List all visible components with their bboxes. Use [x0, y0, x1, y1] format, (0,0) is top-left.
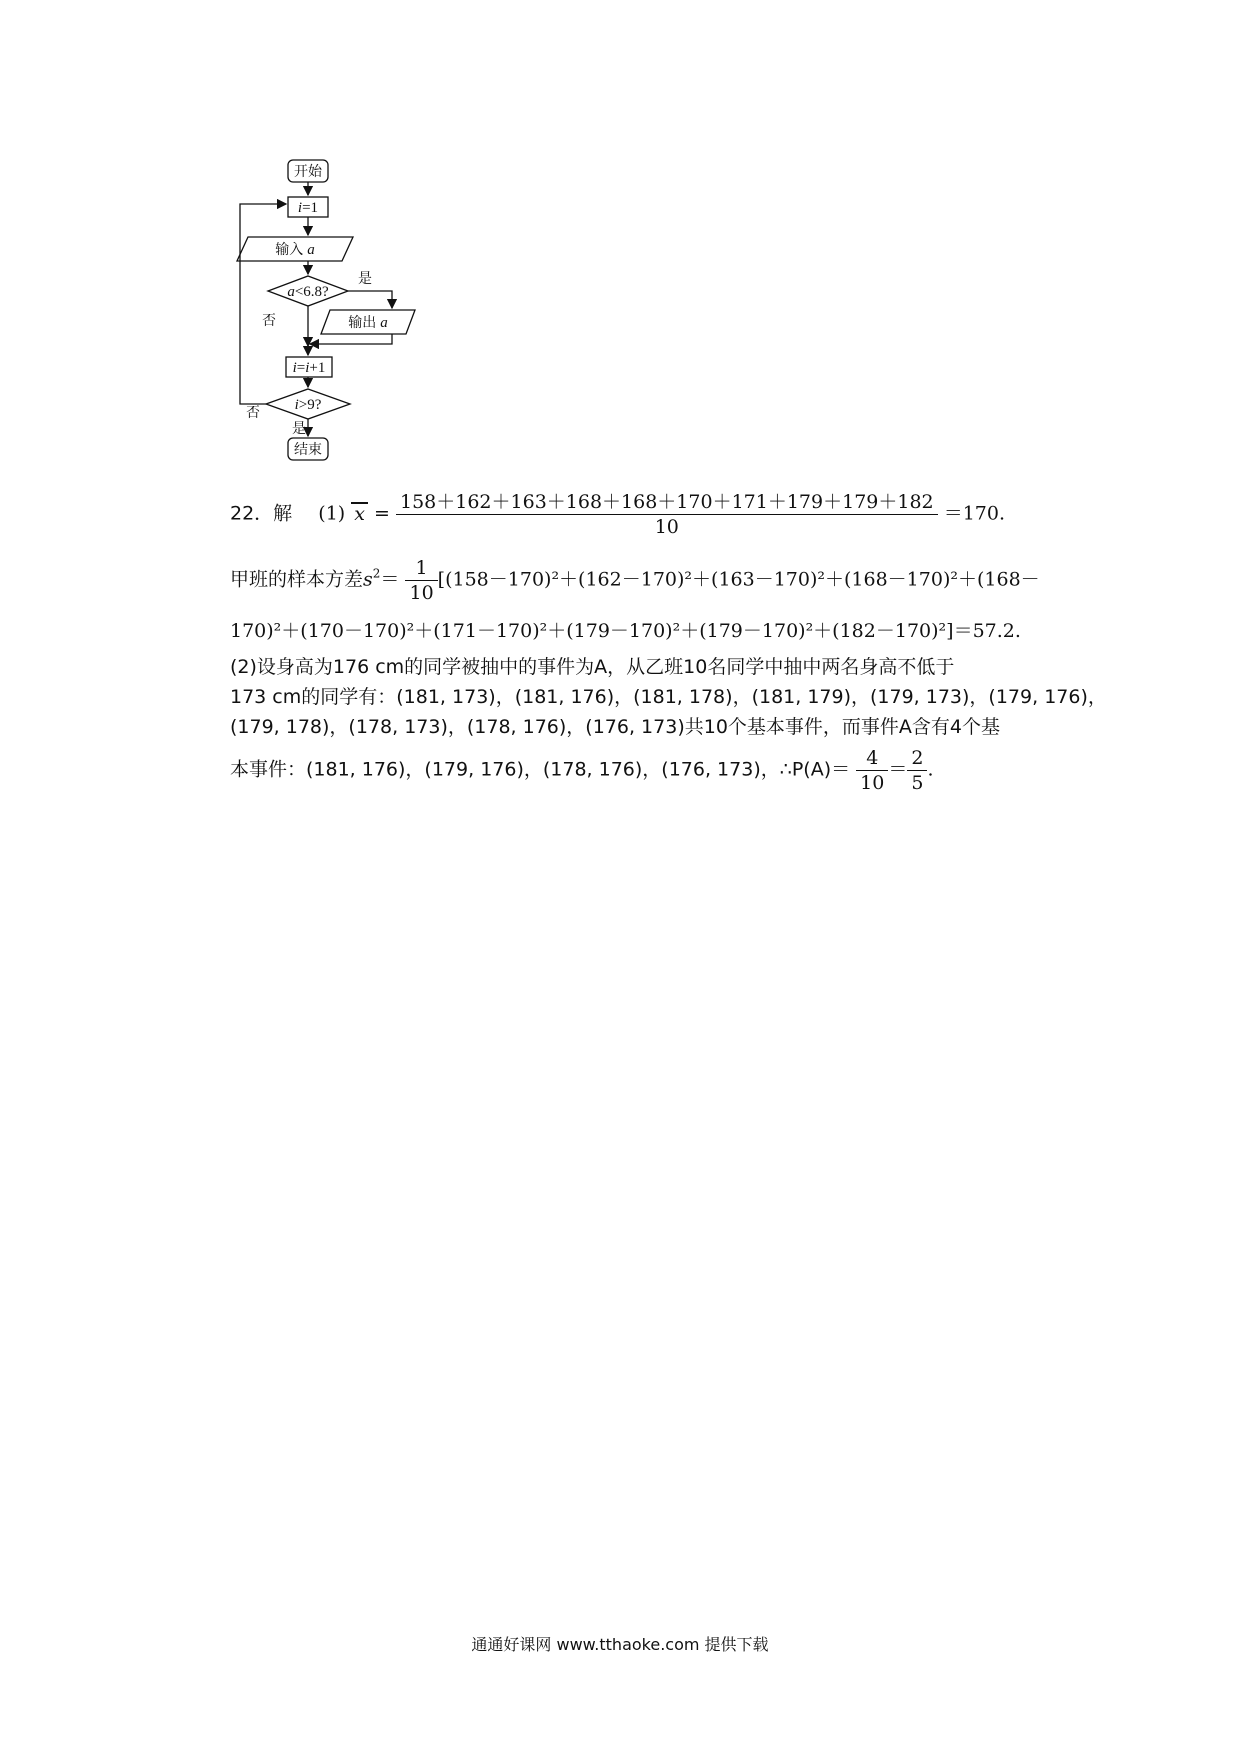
flowchart-init-label: i=1 — [297, 200, 319, 216]
part2-text-3: (179, 178)，(178, 173)，(178, 176)，(176, 173)共10个基本事件，而事件A含有4个基 — [230, 716, 1001, 738]
flowchart — [230, 150, 450, 485]
mean-equals: = — [374, 502, 390, 525]
part2-line-3 — [230, 712, 1000, 742]
probability-fraction-2 — [907, 746, 927, 795]
variance-equals: ＝ — [380, 568, 400, 591]
question-number: 22．解 — [230, 502, 293, 525]
variance-line-2 — [230, 616, 1021, 646]
variance-terms-2: 170)²＋(170－170)²＋(171－170)²＋(179－170)²＋(179－170)²＋(182－170)²]＝57.2. — [230, 620, 1021, 642]
flowchart-yes2-label: 是 — [292, 421, 306, 437]
part1-label: (1) — [318, 502, 346, 525]
mean-fraction — [396, 490, 938, 539]
flowchart-no1-label: 否 — [262, 313, 276, 329]
flowchart-no2-label: 否 — [246, 405, 260, 421]
prob-equals: ＝ — [888, 758, 908, 781]
variance-fraction — [405, 556, 437, 605]
mean-denominator: 10 — [654, 516, 679, 538]
variance-terms-1: [(158－170)²＋(162－170)²＋(163－170)²＋(168－170)²＋(168－ — [437, 568, 1040, 591]
mean-line — [230, 490, 1005, 539]
flowchart-yes1-label: 是 — [358, 271, 372, 287]
variance-line-1 — [230, 556, 1040, 605]
probability-fraction-1 — [856, 746, 888, 795]
prob-period: . — [927, 758, 934, 781]
part2-line-4 — [230, 746, 934, 795]
flowchart-end-label: 结束 — [294, 442, 322, 458]
prob-numerator-1: 4 — [856, 746, 888, 771]
variance-exponent: 2 — [372, 566, 381, 581]
flowchart-cond1-label: a<6.8? — [287, 284, 329, 300]
flowchart-cond2-label: i>9? — [294, 397, 322, 413]
part2-line-2 — [230, 682, 1107, 712]
prob-denominator-1: 10 — [860, 772, 885, 794]
mean-symbol: x — [351, 502, 368, 524]
part2-text-1: (2)设身高为176 cm的同学被抽中的事件为A，从乙班10名同学中抽中两名身高不低于 — [230, 656, 955, 678]
flowchart-output-label: 输出 a — [348, 315, 388, 331]
variance-intro: 甲班的样本方差 — [230, 568, 364, 591]
flowchart-update-label: i=i+1 — [292, 360, 326, 376]
prob-denominator-2: 5 — [911, 772, 924, 794]
mean-result: ＝170. — [943, 502, 1005, 525]
variance-frac-numerator: 1 — [405, 556, 437, 581]
prob-numerator-2: 2 — [907, 746, 927, 771]
flowchart-start-label: 开始 — [294, 164, 322, 180]
part2-line-1 — [230, 652, 954, 682]
part2-text-4: 本事件：(181, 176)，(179, 176)，(178, 176)，(176, 173)，∴P(A)＝ — [230, 758, 851, 781]
page-footer: 通通好课网 www.tthaoke.com 提供下载 — [471, 1635, 769, 1654]
variance-frac-denominator: 10 — [409, 582, 434, 604]
variance-symbol: s — [363, 568, 373, 591]
mean-numerator: 158＋162＋163＋168＋168＋170＋171＋179＋179＋182 — [396, 490, 938, 515]
flowchart-input-label: 输入 a — [275, 242, 315, 258]
part2-text-2: 173 cm的同学有：(181, 173)，(181, 176)，(181, 178)，(181, 179)，(179, 173)，(179, 176)， — [230, 686, 1107, 708]
